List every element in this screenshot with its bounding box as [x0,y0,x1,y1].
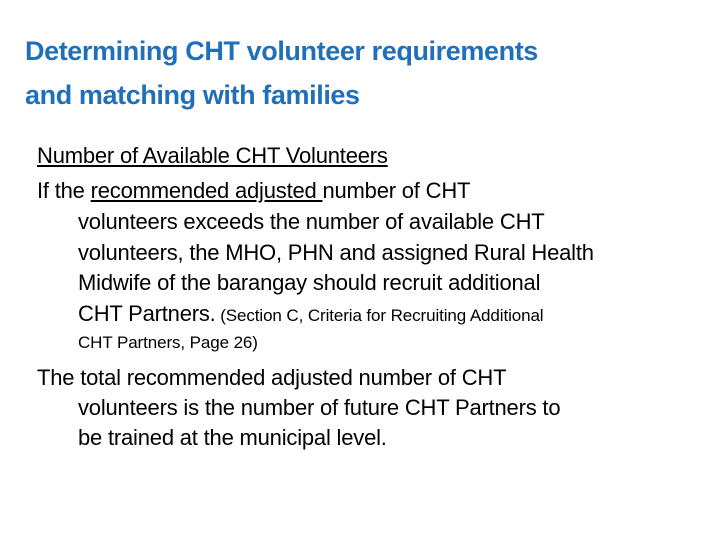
para2-line-1: The total recommended adjusted number of CHT [37,365,507,390]
para1-reference: (Section C, Criteria for Recruiting Additional [215,306,544,325]
para1-text: CHT Partners. [78,301,216,326]
para1-underlined-text: recommended adjusted [90,178,323,203]
para1-line-1 [37,178,470,204]
para1-line-3: volunteers, the MHO, PHN and assigned Rural Health [78,240,594,265]
para2-line-2: volunteers is the number of future CHT Partners to [78,395,561,420]
section-heading: Number of Available CHT Volunteers [37,143,388,168]
para2-line-3: be trained at the municipal level. [78,425,387,450]
slide-title-line-2: and matching with families [25,80,360,110]
para1-text: If the [37,178,91,203]
para1-line-4: Midwife of the barangay should recruit additional [78,270,541,295]
para1-line-2: volunteers exceeds the number of available CHT [78,209,545,234]
slide-title-line-1: Determining CHT volunteer requirements [25,36,538,66]
para1-line-6: CHT Partners, Page 26) [78,333,258,352]
para1-line-5 [78,301,543,327]
para1-text: number of CHT [322,178,471,203]
